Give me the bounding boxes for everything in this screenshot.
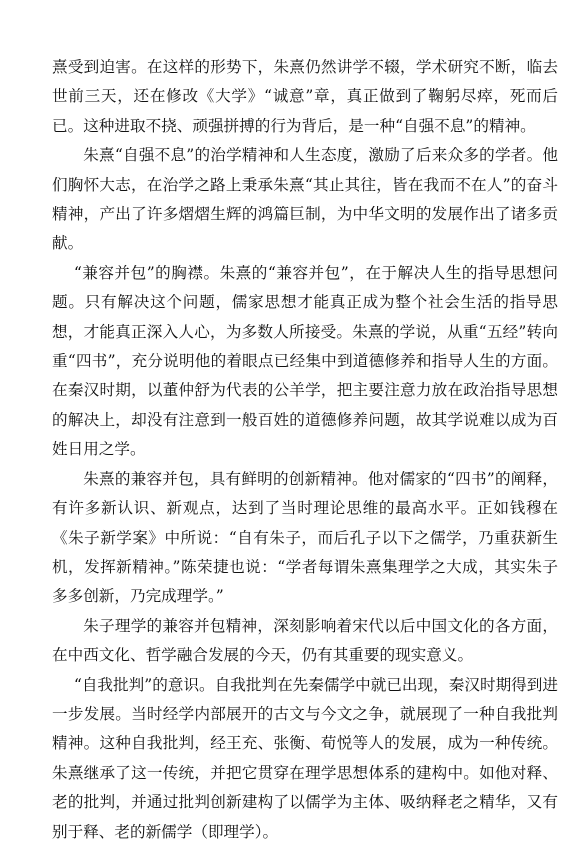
paragraph-inclusiveness-significance: 朱子理学的兼容并包精神，深刻影响着宋代以后中国文化的各方面，在中西文化、哲学融合发展的今天，仍有其重要的现实意义。 <box>52 616 558 665</box>
paragraph-inclusiveness-intro: “兼容并包”的胸襟。朱熹的“兼容并包”，在于解决人生的指导思想问题。只有解决这个问题，儒家思想才能真正成为整个社会生活的指导思想，才能真正深入人心，为多数人所接受。朱熹的学说，从重“五经”转向重“四书”，充分说明他的着眼点已经集中到道德修养和指导人生的方面。在秦汉时期，以董仲舒为代表的公羊学，把主要注意力放在政治指导思想的解决上，却没有注意到一般百姓的道德修养问题，故其学说难以成为百姓日用之学。 <box>52 263 558 459</box>
paragraph-self-criticism: “自我批判”的意识。自我批判在先秦儒学中就已出现，秦汉时期得到进一步发展。当时经学内部展开的古文与今文之争，就展现了一种自我批判精神。这种自我批判，经王充、张衡、荀悦等人的发展，成为一种传统。朱熹继承了这一传统，并把它贯穿在理学思想体系的建构中。如他对释、老的批判，并通过批判创新建构了以儒学为主体、吸纳释老之精华，又有别于释、老的新儒学（即理学）。 <box>52 675 558 841</box>
paragraph-self-striving-intro: 熹受到迫害。在这样的形势下，朱熹仍然讲学不辍，学术研究不断，临去世前三天，还在修改《大学》“诚意”章，真正做到了鞠躬尽瘁，死而后已。这种进取不挠、顽强拼搏的行为背后，是一种“自强不息”的精神。 <box>52 58 558 135</box>
body-text <box>52 53 558 847</box>
paragraph-self-striving-influence: 朱熹“自强不息”的治学精神和人生态度，激励了后来众多的学者。他们胸怀大志，在治学之路上秉承朱熹“其止其往，皆在我而不在人”的奋斗精神，产出了许多熠熠生辉的鸿篇巨制，为中华文明的发展作出了诸多贡献。 <box>52 146 558 253</box>
paragraph-inclusiveness-innovation: 朱熹的兼容并包，具有鲜明的创新精神。他对儒家的“四书”的阐释，有许多新认识、新观点，达到了当时理论思维的最高水平。正如钱穆在《朱子新学案》中所说：“自有朱子，而后孔子以下之儒学，乃重获新生机，发挥新精神。”陈荣捷也说：“学者每谓朱熹集理学之大成，其实朱子多多创新，乃完成理学。” <box>52 469 558 606</box>
